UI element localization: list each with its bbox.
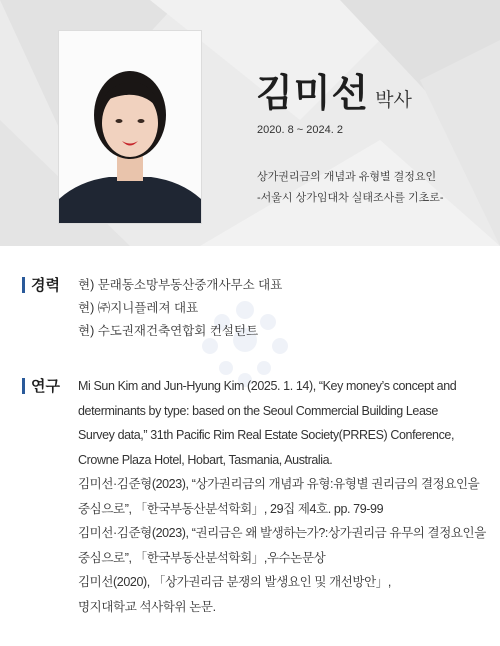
name-block — [256, 62, 412, 117]
research-line: 김미선(2020), 「상가권리금 분쟁의 발생요인 및 개선방안」, — [78, 575, 391, 589]
research-line: Crowne Plaza Hotel, Hobart, Tasmania, Australia. — [78, 452, 333, 467]
portrait-image — [59, 31, 201, 223]
career-item: 현) 문래동소망부동산중개사무소 대표 — [78, 278, 283, 292]
thesis-title — [257, 167, 444, 209]
career-item: 현) ㈜지니플레져 대표 — [78, 301, 199, 315]
research-line: Survey data,” 31th Pacific Rim Real Estate Society(PRRES) Conference, — [78, 428, 455, 442]
research-line: 명지대학교 석사학위 논문. — [78, 599, 216, 614]
research-line: determinants by type: based on the Seoul Commercial Building Lease — [78, 403, 438, 418]
research-line: 김미선·김준형(2023), “권리금은 왜 발생하는가?:상가권리금 유무의 결정요인을 — [78, 526, 486, 540]
profile-photo — [58, 30, 202, 224]
profile-header — [0, 0, 500, 246]
person-name: 김미선 — [256, 71, 370, 115]
research-line: 중심으로”, 「한국부동산분석학회」, 29집 제4호. pp. 79-99 — [78, 501, 384, 516]
thesis-line: 상가권리금의 개념과 유형별 결정요인 — [257, 171, 437, 183]
research-line: 김미선·김준형(2023), “상가권리금의 개념과 유형:유형별 권리금의 결정요인을 — [78, 477, 480, 491]
thesis-subtitle: -서울시 상가임대차 실태조사를 기초로- — [257, 192, 444, 204]
research-section-label: 연구 — [22, 378, 60, 394]
degree-period: 2020. 8 ~ 2024. 2 — [257, 124, 343, 136]
career-list — [78, 274, 282, 343]
title-suffix: 박사 — [375, 89, 412, 111]
research-line: 중심으로”, 「한국부동산분석학회」,우수논문상 — [78, 550, 326, 565]
career-item: 현) 수도권재건축연합회 컨설턴트 — [78, 324, 259, 338]
career-section-label: 경력 — [22, 277, 60, 293]
research-line: Mi Sun Kim and Jun-Hyung Kim (2025. 1. 14), “Key money’s concept and — [78, 379, 457, 393]
research-list — [78, 374, 494, 619]
